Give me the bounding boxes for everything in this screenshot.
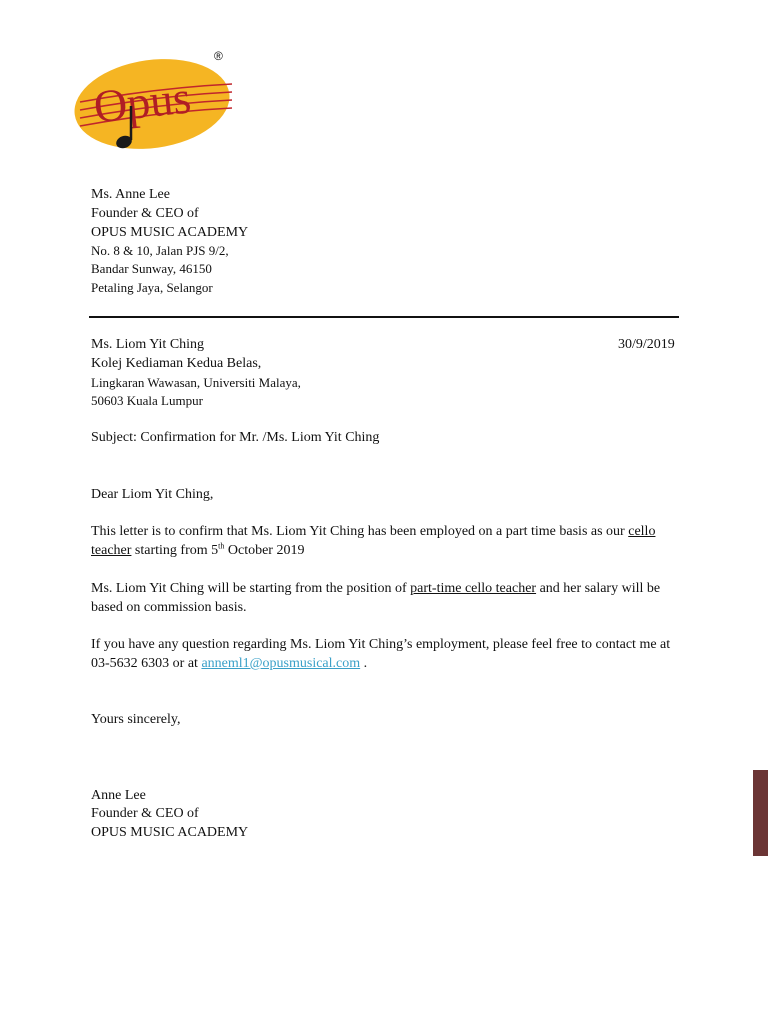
recipient-line-1: Kolej Kediaman Kedua Belas, bbox=[91, 356, 262, 371]
paragraph-3-line-2: 03-5632 6303 or at anneml1@opusmusical.com . bbox=[91, 656, 368, 671]
sender-address-3: Petaling Jaya, Selangor bbox=[91, 280, 213, 295]
subject-line: Subject: Confirmation for Mr. /Ms. Liom Yit Ching bbox=[91, 430, 380, 445]
signature-org: OPUS MUSIC ACADEMY bbox=[91, 825, 249, 840]
signature-name: Anne Lee bbox=[91, 788, 146, 803]
recipient-line-3: 50603 Kuala Lumpur bbox=[91, 393, 203, 408]
sender-title: Founder & CEO of bbox=[91, 206, 199, 221]
paragraph-2-line-1: Ms. Liom Yit Ching will be starting from the position of part-time cello teacher and her salary will be bbox=[91, 581, 661, 596]
paragraph-1-line-1: This letter is to confirm that Ms. Liom Yit Ching has been employed on a part time basis as our cello bbox=[91, 524, 656, 539]
opus-logo bbox=[66, 44, 246, 160]
recipient-line-2: Lingkaran Wawasan, Universiti Malaya, bbox=[91, 375, 301, 390]
paragraph-3-line-1: If you have any question regarding Ms. Liom Yit Ching’s employment, please feel free to contact me at bbox=[91, 637, 671, 652]
side-tab[interactable] bbox=[753, 770, 768, 856]
paragraph-1-line-2: teacher starting from 5th October 2019 bbox=[91, 541, 305, 558]
sender-address-2: Bandar Sunway, 46150 bbox=[91, 261, 212, 276]
letter-date: 30/9/2019 bbox=[618, 337, 675, 352]
paragraph-2-line-2: based on commission basis. bbox=[91, 600, 247, 615]
sender-address-1: No. 8 & 10, Jalan PJS 9/2, bbox=[91, 243, 229, 258]
sender-name: Ms. Anne Lee bbox=[91, 187, 170, 202]
signature-title: Founder & CEO of bbox=[91, 806, 199, 821]
closing: Yours sincerely, bbox=[91, 712, 181, 727]
registered-mark: ® bbox=[214, 49, 223, 63]
recipient-name: Ms. Liom Yit Ching bbox=[91, 337, 205, 352]
logo-text: Opus bbox=[91, 71, 194, 133]
email-link[interactable]: anneml1@opusmusical.com bbox=[201, 656, 361, 671]
salutation: Dear Liom Yit Ching, bbox=[91, 487, 214, 502]
header-divider bbox=[89, 316, 679, 318]
sender-org: OPUS MUSIC ACADEMY bbox=[91, 225, 249, 240]
